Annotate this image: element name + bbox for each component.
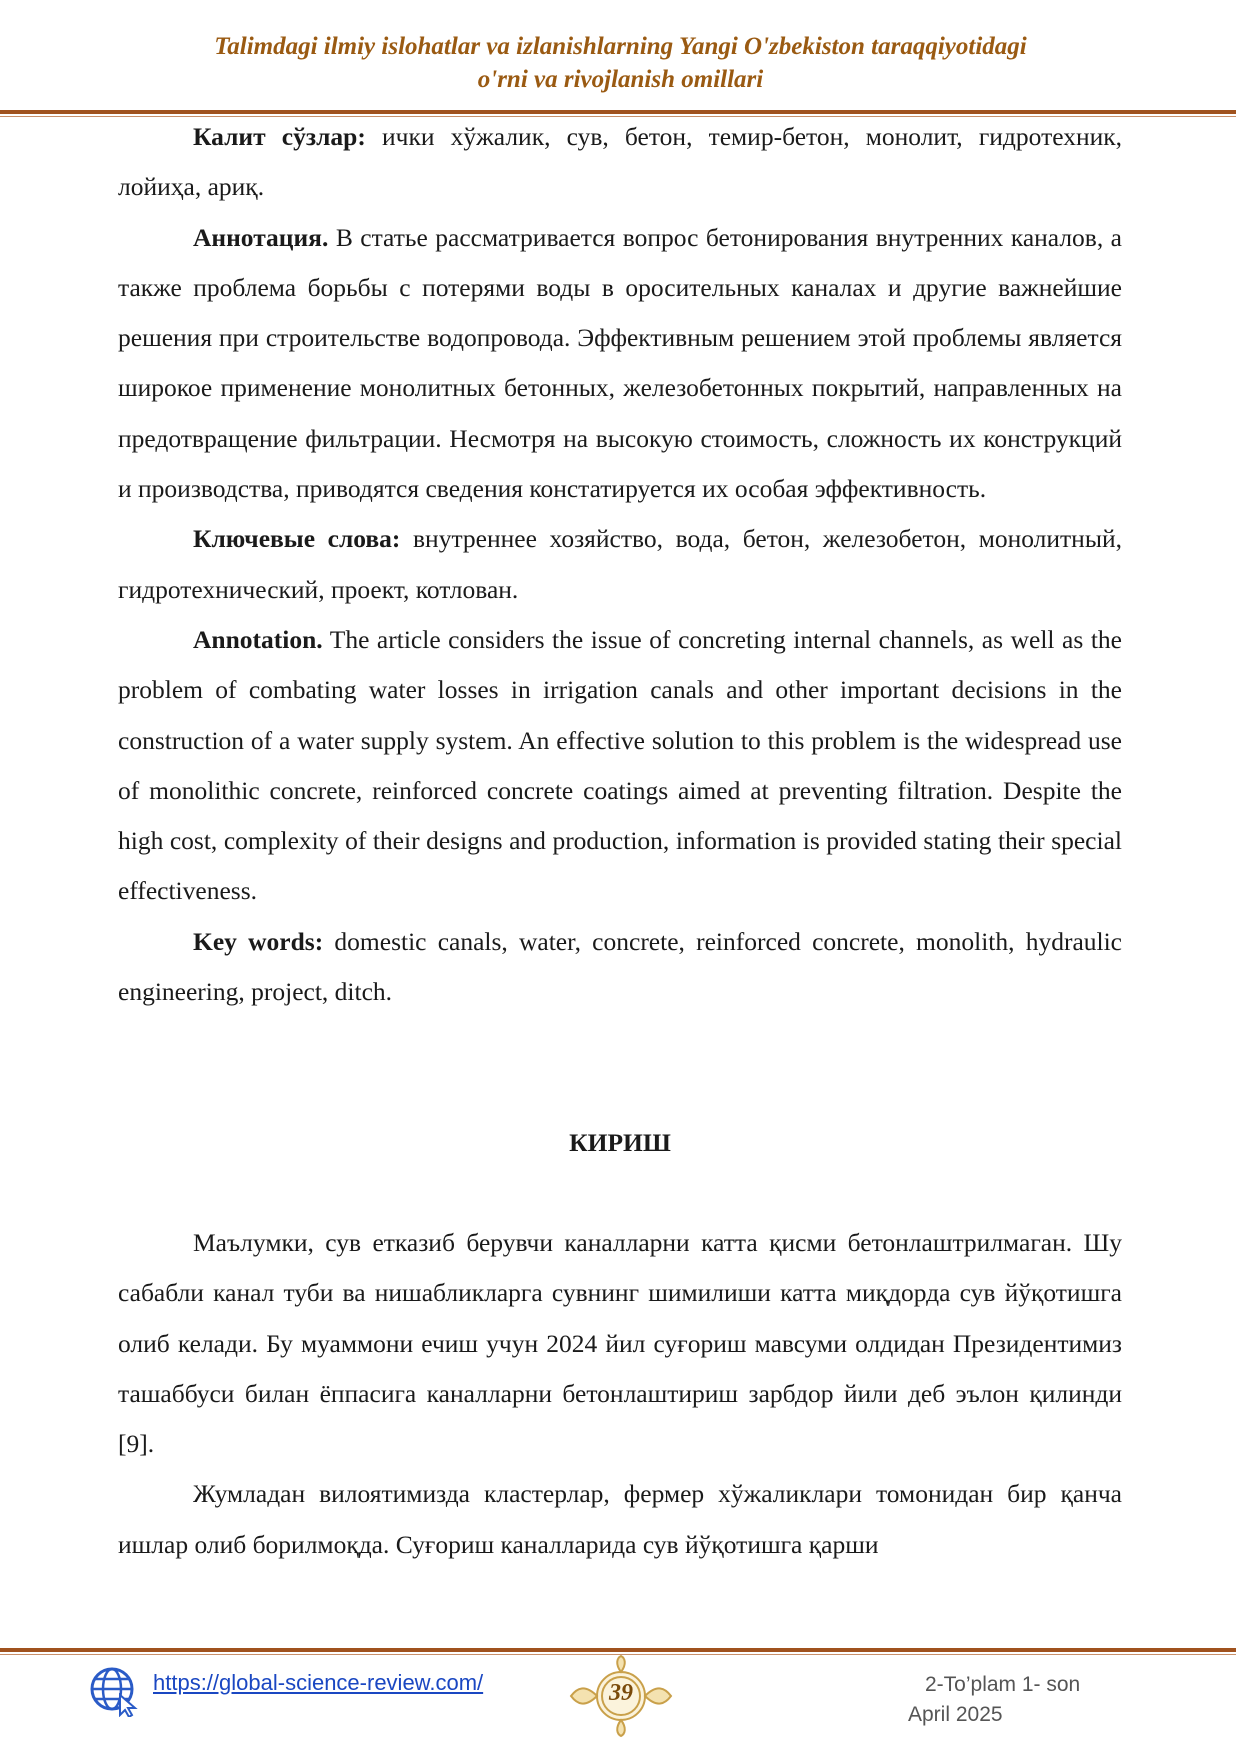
intro-paragraph-2: Жумладан вилоятимизда кластерлар, фермер хўжаликлари томонидан бир қанча ишлар олиб борилмоқда. Суғориш каналларида сув йўқотишга қарши: [118, 1479, 1122, 1559]
header-title-line-2: o'rni va rivojlanish omillari: [477, 66, 764, 93]
globe-cursor-icon: [88, 1665, 140, 1717]
keywords-uz: [118, 112, 1122, 213]
issue-info: [908, 1670, 1108, 1730]
annotation-ru-label: Аннотация.: [193, 222, 329, 252]
annotation-en-label: Annotation.: [193, 624, 323, 654]
keywords-ru: [118, 514, 1122, 615]
keywords-uz-text: ички хўжалик, сув, бетон, темир-бетон, монолит, гидротехник, лойиҳа, ариқ.: [118, 122, 1123, 202]
running-header: [0, 30, 1241, 96]
annotation-en-text: The article considers the issue of concreting internal channels, as well as the problem of combating water losses in irrigation canals and other important decisions in the construction of a water supply system. An effective solution to this problem is the widespread use of monolithic concrete, reinforced concrete coatings aimed at preventing filtration. Despite the high cost, complexity of their designs and production, information is provided stating their special effectiveness.: [118, 624, 1122, 906]
intro-body: [118, 1218, 1122, 1570]
keywords-en-text: domestic canals, water, concrete, reinforced concrete, monolith, hydraulic engineering, project, ditch.: [118, 926, 1123, 1007]
journal-website-link[interactable]: https://global-science-review.com/: [153, 1670, 484, 1695]
keywords-en: [118, 917, 1122, 1018]
issue-date: April 2025: [908, 1703, 1003, 1726]
keywords-ru-label: Ключевые слова:: [193, 524, 401, 554]
page-number: 39: [609, 1680, 633, 1706]
header-title-line-1: Talimdagi ilmiy islohatlar va izlanishlarning Yangi O'zbekiston taraqqiyotidagi: [214, 33, 1027, 60]
keywords-ru-text: внутреннее хозяйство, вода, бетон, железобетон, монолитный, гидротехнический, проект, котлован.: [118, 524, 1122, 604]
footer-rule: [0, 1648, 1236, 1652]
annotation-ru-text: В статье рассматривается вопрос бетонирования внутренних каналов, а также проблема борьбы с потерями воды в оросительных каналах и другие важнейшие решения при строительстве водопровода. Эффективным решением этой проблемы является широкое применение монолитных бетонных, железобетонных покрытий, направленных на предотвращение фильтрации. Несмотря на высокую стоимость, сложность их конструкций и производства, приводятся сведения констатируется их особая эффективность.: [118, 222, 1122, 504]
keywords-uz-label: Калит сўзлар:: [193, 122, 366, 151]
intro-paragraph-1: Маълумки, сув етказиб берувчи каналларни катта қисми бетонлаштрилмаган. Шу сабабли канал туби ва нишабликларга сувнинг шимилиши катта миқдорда сув йўқотишга олиб келади. Бу муаммони ечиш учун 2024 йил суғориш мавсуми олдидан Президентимиз ташаббуси билан ёппасига каналларни бетонлаштириш зарбдор йили деб эълон қилинди [9].: [118, 1228, 1122, 1459]
annotation-ru: [118, 213, 1122, 515]
annotation-en: [118, 615, 1122, 917]
keywords-en-label: Key words:: [193, 926, 324, 956]
issue-volume: 2-To’plam 1- son: [925, 1673, 1081, 1696]
section-heading-intro: КИРИШ: [569, 1128, 671, 1157]
abstract-block: [118, 112, 1122, 1017]
